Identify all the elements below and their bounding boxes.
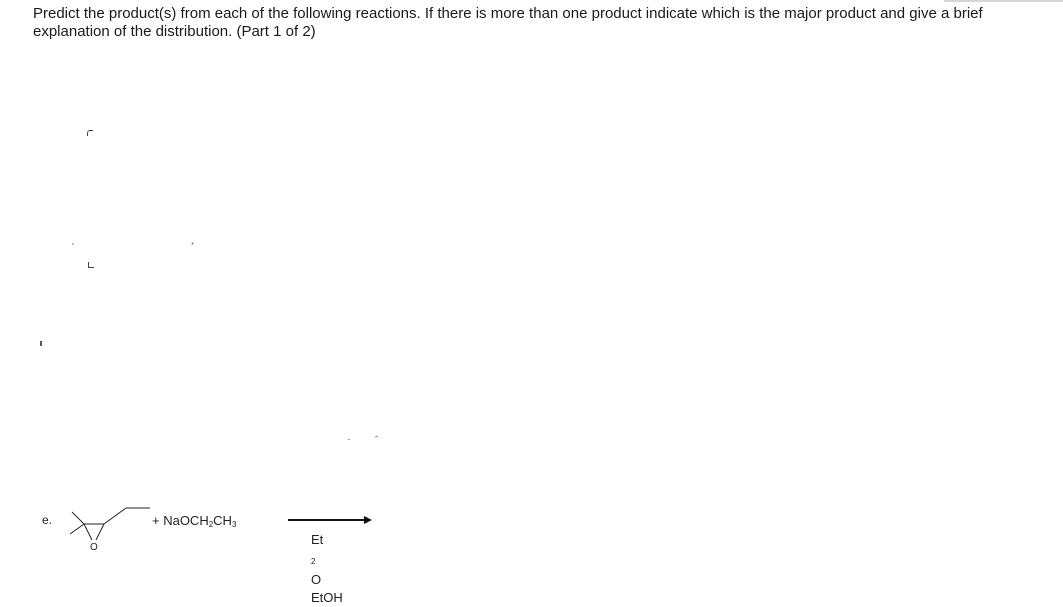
image-artifact bbox=[375, 435, 378, 437]
question-text bbox=[33, 5, 1058, 41]
solvent-1: Et $_2$ O bbox=[311, 532, 324, 587]
image-artifact bbox=[87, 130, 93, 136]
oxygen-atom-label: O bbox=[90, 542, 98, 553]
image-artifact bbox=[72, 243, 74, 245]
image-artifact bbox=[191, 242, 193, 245]
image-artifact bbox=[40, 341, 42, 346]
reaction-e bbox=[0, 480, 420, 605]
reaction-conditions bbox=[311, 531, 343, 607]
image-artifact bbox=[88, 262, 94, 268]
right-arrow-icon bbox=[288, 514, 372, 526]
part-label: e. bbox=[42, 513, 53, 527]
question-line-2: explanation of the distribution. (Part 1 of 2) bbox=[33, 23, 316, 40]
solvent-2: EtOH bbox=[311, 590, 343, 605]
top-divider bbox=[944, 0, 1063, 2]
question-line-1: Predict the product(s) from each of the following reactions. If there is more than one product indicate which is the major product and give a brief bbox=[33, 5, 983, 22]
image-artifact bbox=[348, 439, 350, 440]
reagent-label: + $NaOCH_2CH_3$ bbox=[152, 513, 237, 529]
epoxide-structure-icon bbox=[64, 490, 160, 560]
